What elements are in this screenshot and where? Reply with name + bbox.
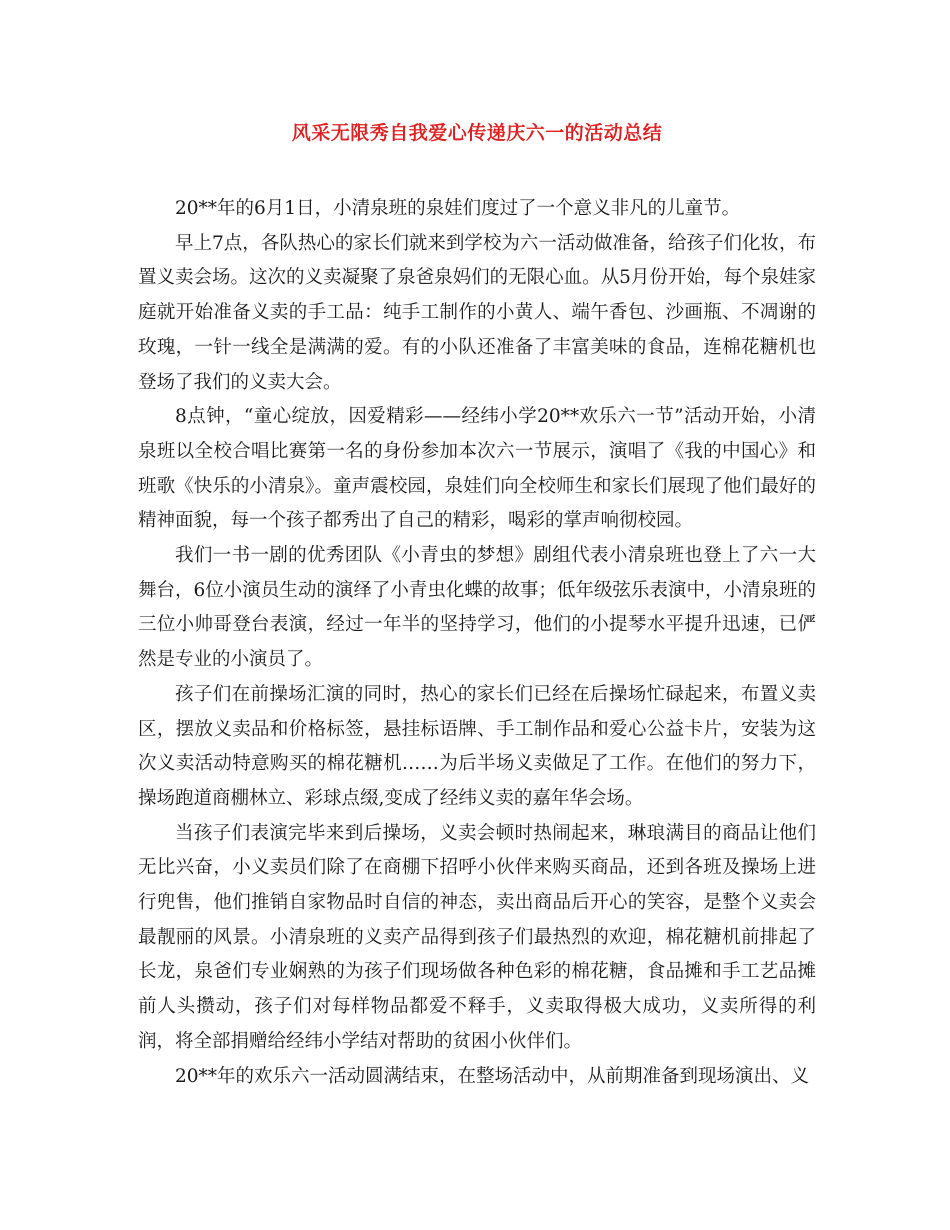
paragraph-4: 我们一书一剧的优秀团队《小青虫的梦想》剧组代表小清泉班也登上了六一大舞台，6位小演员生动的演绎了小青虫化蝶的故事；低年级弦乐表演中，小清泉班的三位小帅哥登台表演，经过一年半的坚持学习，他们的小提琴水平提升迅速，已俨然是专业的小演员了。 [138, 545, 816, 671]
document-title: 风采无限秀自我爱心传递庆六一的活动总结 [291, 122, 663, 144]
paragraph-5: 孩子们在前操场汇演的同时，热心的家长们已经在后操场忙碌起来，布置义卖区，摆放义卖品和价格标签，悬挂标语牌、手工制作品和爱心公益卡片，安装为这次义卖活动特意购买的棉花糖机……为后半场义卖做足了工作。在他们的努力下，操场跑道商棚林立、彩球点缀,变成了经纬义卖的嘉年华会场。 [138, 683, 816, 809]
paragraph-1: 20**年的6月1日，小清泉班的泉娃们度过了一个意义非凡的儿童节。 [175, 198, 741, 219]
paragraph-3: 8点钟，“童心绽放，因爱精彩——经纬小学20**欢乐六一节”活动开始，小清泉班以全校合唱比赛第一名的身份参加本次六一节展示，演唱了《我的中国心》和班歌《快乐的小清泉》。童声震校园，泉娃们向全校师生和家长们展现了他们最好的精神面貌，每一个孩子都秀出了自己的精彩，喝彩的掌声响彻校园。 [138, 406, 816, 532]
paragraph-2: 早上7点，各队热心的家长们就来到学校为六一活动做准备，给孩子们化妆，布置义卖会场。这次的义卖凝聚了泉爸泉妈们的无限心血。从5月份开始，每个泉娃家庭就开始准备义卖的手工品：纯手工制作的小黄人、端午香包、沙画瓶、不凋谢的玫瑰，一针一线全是满满的爱。有的小队还准备了丰富美味的食品，连棉花糖机也登场了我们的义卖大会。 [138, 232, 816, 393]
paragraph-6: 当孩子们表演完毕来到后操场，义卖会顿时热闹起来，琳琅满目的商品让他们无比兴奋，小义卖员们除了在商棚下招呼小伙伴来购买商品，还到各班及操场上进行兜售，他们推销自家物品时自信的神态，卖出商品后开心的笑容，是整个义卖会最靓丽的风景。小清泉班的义卖产品得到孩子们最热烈的欢迎，棉花糖机前排起了长龙，泉爸们专业娴熟的为孩子们现场做各种色彩的棉花糖，食品摊和手工艺品摊前人头攒动，孩子们对每样物品都爱不释手，义卖取得极大成功，义卖所得的利润，将全部捐赠给经纬小学结对帮助的贫困小伙伴们。 [138, 822, 816, 1052]
paragraph-7: 20**年的欢乐六一活动圆满结束，在整场活动中，从前期准备到现场演出、义 [175, 1065, 810, 1087]
